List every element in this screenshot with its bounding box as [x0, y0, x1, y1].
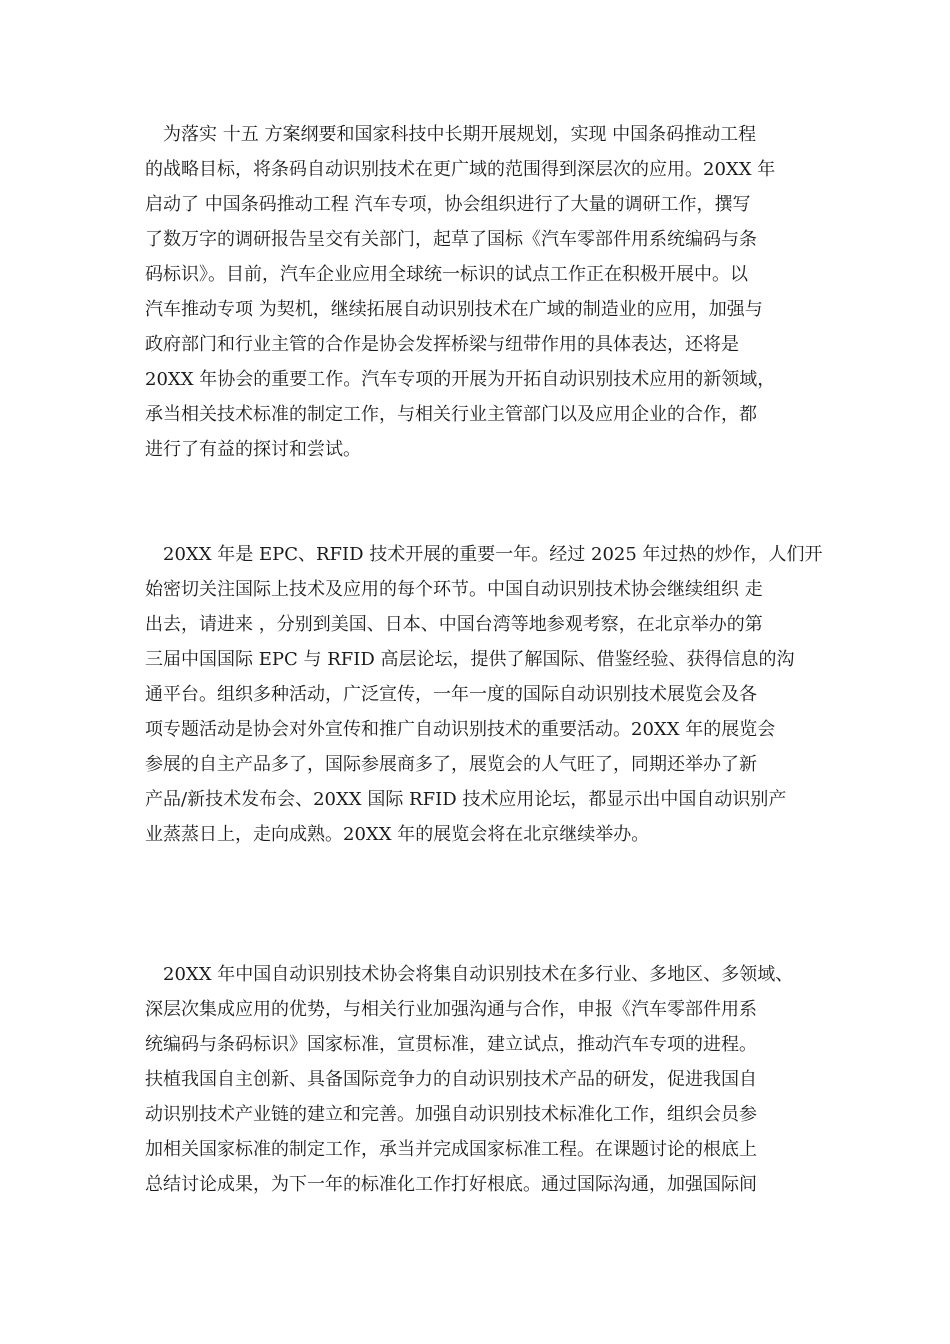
text-line: 20XX 年是 EPC、RFID 技术开展的重要一年。经过 2025 年过热的炒作，人们开 — [163, 544, 823, 565]
text-line: 扶植我国自主创新、具备国际竞争力的自动识别技术产品的研发，促进我国自 — [145, 1069, 757, 1090]
text-line: 进行了有益的探讨和尝试。 — [145, 439, 361, 460]
text-line: 承当相关技术标准的制定工作，与相关行业主管部门以及应用企业的合作，都 — [145, 404, 757, 425]
text-line: 20XX 年中国自动识别技术协会将集自动识别技术在多行业、多地区、多领域、 — [163, 964, 794, 985]
text-line: 的战略目标，将条码自动识别技术在更广域的范围得到深层次的应用。20XX 年 — [145, 159, 776, 180]
text-line: 三届中国国际 EPC 与 RFID 高层论坛，提供了解国际、借鉴经验、获得信息的沟 — [145, 649, 795, 670]
text-line: 20XX 年协会的重要工作。汽车专项的开展为开拓自动识别技术应用的新领域， — [145, 369, 776, 390]
text-line: 为落实 十五 方案纲要和国家科技中长期开展规划，实现 中国条码推动工程 — [163, 124, 757, 145]
text-line: 业蒸蒸日上，走向成熟。20XX 年的展览会将在北京继续举办。 — [145, 824, 650, 845]
text-line: 政府部门和行业主管的合作是协会发挥桥梁与纽带作用的具体表达，还将是 — [145, 334, 739, 355]
text-line: 启动了 中国条码推动工程 汽车专项，协会组织进行了大量的调研工作，撰写 — [145, 194, 751, 215]
text-line: 动识别技术产业链的建立和完善。加强自动识别技术标准化工作，组织会员参 — [145, 1104, 757, 1125]
text-line: 码标识》。目前，汽车企业应用全球统一标识的试点工作正在积极开展中。以 — [145, 264, 748, 285]
text-line: 统编码与条码标识》国家标准，宣贯标准，建立试点，推动汽车专项的进程。 — [145, 1034, 757, 1055]
text-line: 汽车推动专项 为契机，继续拓展自动识别技术在广域的制造业的应用，加强与 — [145, 299, 763, 320]
text-line: 始密切关注国际上技术及应用的每个环节。中国自动识别技术协会继续组织 走 — [145, 579, 763, 600]
text-line: 加相关国家标准的制定工作，承当并完成国家标准工程。在课题讨论的根底上 — [145, 1139, 757, 1160]
text-line: 深层次集成应用的优势，与相关行业加强沟通与合作，申报《汽车零部件用系 — [145, 999, 757, 1020]
text-line: 总结讨论成果，为下一年的标准化工作打好根底。通过国际沟通，加强国际间 — [145, 1174, 757, 1195]
text-line: 出去，请进来 ，分别到美国、日本、中国台湾等地参观考察，在北京举办的第 — [145, 614, 763, 635]
text-line: 参展的自主产品多了，国际参展商多了，展览会的人气旺了，同期还举办了新 — [145, 754, 757, 775]
text-line: 通平台。组织多种活动，广泛宣传，一年一度的国际自动识别技术展览会及各 — [145, 684, 757, 705]
text-line: 项专题活动是协会对外宣传和推广自动识别技术的重要活动。20XX 年的展览会 — [145, 719, 776, 740]
text-line: 了数万字的调研报告呈交有关部门，起草了国标《汽车零部件用系统编码与条 — [145, 229, 757, 250]
text-line: 产品/新技术发布会、20XX 国际 RFID 技术应用论坛，都显示出中国自动识别产 — [145, 789, 787, 810]
